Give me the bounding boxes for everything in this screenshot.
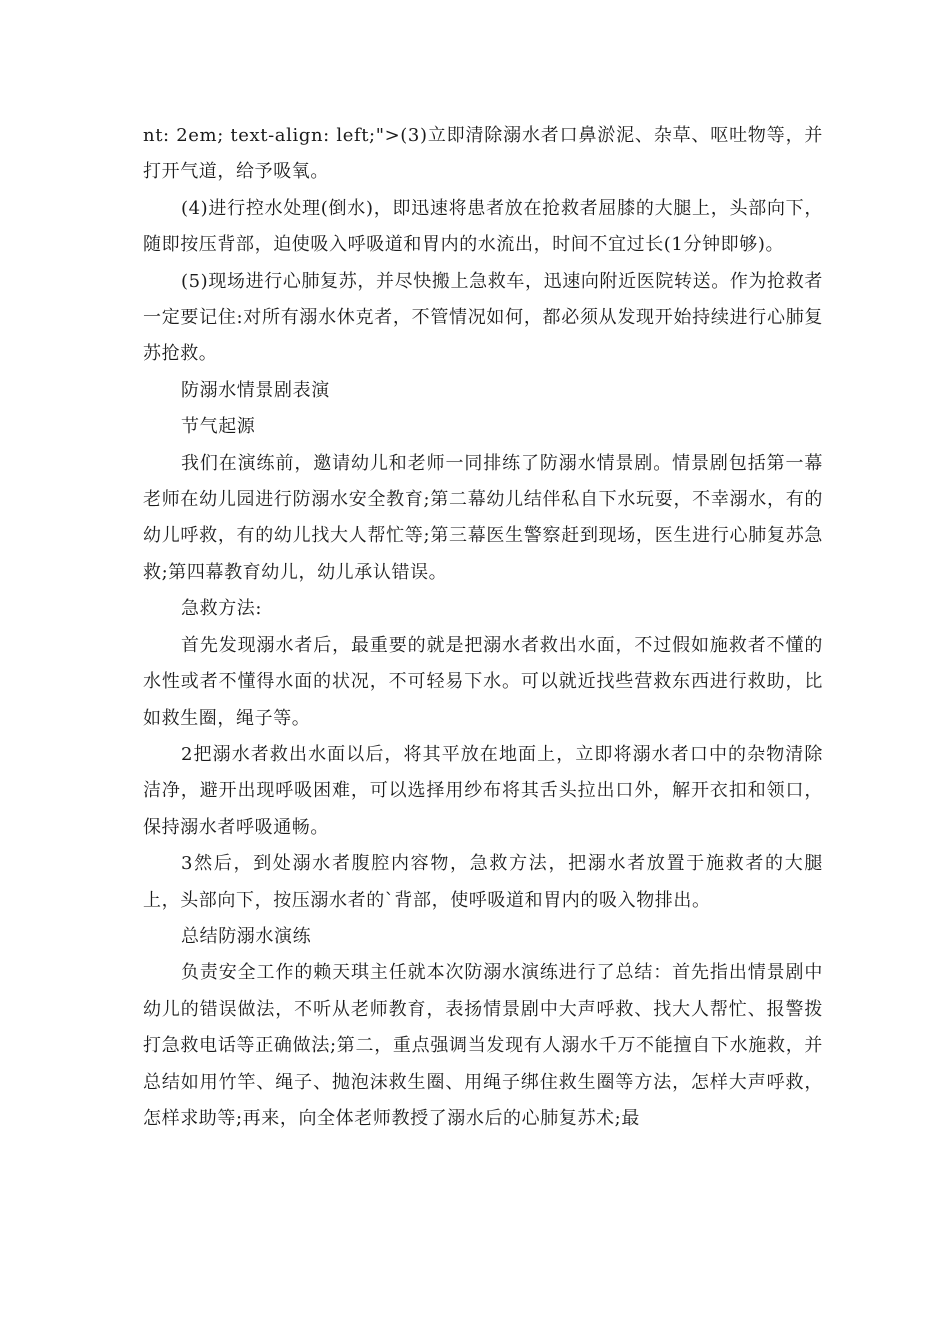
document-body (143, 118, 823, 1137)
paragraph-first-aid-2: 2把溺水者救出水面以后，将其平放在地面上，立即将溺水者口中的杂物清除洁净，避开出现呼吸困难，可以选择用纱布将其舌头拉出口外，解开衣扣和领口，保持溺水者呼吸通畅。 (143, 743, 823, 838)
section-heading-summary: 总结防溺水演练 (181, 925, 312, 947)
section-heading-drama: 防溺水情景剧表演 (181, 379, 330, 401)
paragraph-drama-description: 我们在演练前，邀请幼儿和老师一同排练了防溺水情景剧。情景剧包括第一幕老师在幼儿园进行防溺水安全教育;第二幕幼儿结伴私自下水玩耍，不幸溺水，有的幼儿呼救，有的幼儿找大人帮忙等;第三幕医生警察赶到现场，医生进行心肺复苏急救;第四幕教育幼儿，幼儿承认错误。 (143, 452, 823, 583)
paragraph-first-aid-3: 3然后，到处溺水者腹腔内容物，急救方法，把溺水者放置于施救者的大腿上，头部向下，按压溺水者的`背部，使呼吸道和胃内的吸入物排出。 (143, 853, 823, 911)
paragraph-summary: 负责安全工作的赖天琪主任就本次防溺水演练进行了总结：首先指出情景剧中幼儿的错误做法，不听从老师教育，表扬情景剧中大声呼救、找大人帮忙、报警拨打急救电话等正确做法;第二，重点强调当发现有人溺水千万不能擅自下水施救，并总结如用竹竿、绳子、抛泡沫救生圈、用绳子绑住救生圈等方法，怎样大声呼救，怎样求助等;再来，向全体老师教授了溺水后的心肺复苏术;最 (143, 962, 823, 1129)
paragraph-step-5: (5)现场进行心肺复苏，并尽快搬上急救车，迅速向附近医院转送。作为抢救者一定要记住:对所有溺水休克者，不管情况如何，都必须从发现开始持续进行心肺复苏抢救。 (143, 270, 823, 365)
paragraph-step-4: (4)进行控水处理(倒水)，即迅速将患者放在抢救者屈膝的大腿上，头部向下，随即按压背部，迫使吸入呼吸道和胃内的水流出，时间不宜过长(1分钟即够)。 (143, 197, 823, 256)
section-heading-origin: 节气起源 (181, 416, 256, 438)
paragraph-first-aid-1: 首先发现溺水者后，最重要的就是把溺水者救出水面，不过假如施救者不懂的水性或者不懂得水面的状况，不可轻易下水。可以就近找些营救东西进行救助，比如救生圈，绳子等。 (143, 634, 823, 729)
paragraph-continuation: nt: 2em; text-align: left;">(3)立即清除溺水者口鼻淤泥、杂草、呕吐物等，并打开气道，给予吸氧。 (143, 125, 823, 183)
section-heading-first-aid: 急救方法: (181, 598, 263, 620)
